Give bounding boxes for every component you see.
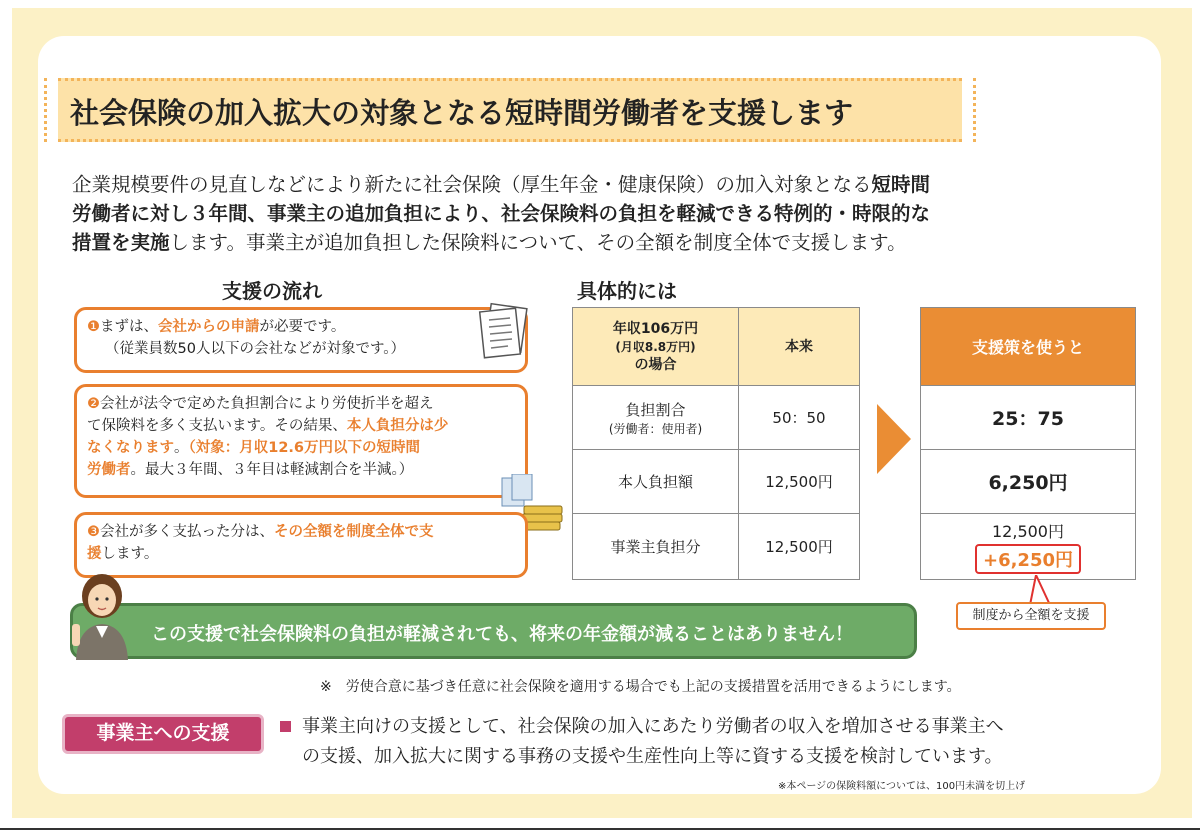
table-row: [573, 450, 860, 514]
step-number: ❸: [87, 524, 100, 540]
step-number: ❷: [87, 396, 100, 412]
flow-step-1: [74, 307, 528, 373]
detail-header-cell: [573, 308, 739, 386]
step-text: て保険料を多く支払います。その結果、: [87, 418, 347, 434]
after-employer-add: +6,250円: [975, 544, 1081, 574]
step-text: が必要です。: [259, 319, 346, 335]
detail-table-header-row: [573, 308, 860, 386]
callout-pointer: [1020, 575, 1060, 605]
step-highlight: その全額を制度全体で支: [274, 524, 434, 540]
after-table: [920, 307, 1136, 580]
after-ratio: 25：75: [921, 386, 1136, 450]
page-title: 社会保険の加入拡大の対象となる短時間労働者を支援します: [70, 96, 854, 130]
intro-emphasis: 短時間: [871, 173, 931, 196]
support-callout: 制度から全額を支援: [956, 602, 1106, 630]
step-text: 会社が多く支払った分は、: [100, 524, 274, 540]
arrow-right-icon: [877, 404, 913, 474]
footnote-text: ※ 労使合意に基づき任意に社会保険を適用する場合でも上記の支援措置を活用できるようにします。: [320, 679, 961, 695]
flow-step-3-line2: [87, 543, 515, 565]
table-row: [921, 450, 1136, 514]
step-text: 。: [174, 440, 189, 456]
step-highlight: （対象：月収12.6万円以下の短時間: [188, 440, 421, 456]
row-value: 50：50: [739, 386, 860, 450]
flow-step-3-line1: [87, 521, 515, 543]
bottom-rule: [0, 828, 1200, 830]
row-label: [573, 386, 739, 450]
header-line: 年収106万円: [612, 320, 699, 337]
step-highlight: なくなります: [87, 440, 174, 456]
intro-line-1: [72, 172, 930, 198]
after-employer-cell: [921, 514, 1136, 580]
after-header-row: [921, 308, 1136, 386]
premium-footnote: ※本ページの保険料額については、100円未満を切上げ: [778, 781, 1026, 792]
step-highlight: 本人負担分は少: [346, 418, 449, 434]
step-text: 会社が法令で定めた負担割合により労使折半を超え: [100, 396, 434, 412]
row-label-text: 負担割合: [625, 400, 686, 419]
table-row: [573, 386, 860, 450]
title-band: [58, 78, 962, 142]
table-row: [921, 386, 1136, 450]
detail-header-col: 本来: [739, 308, 860, 386]
flow-step-2-line4: [87, 459, 515, 481]
info-banner: [70, 603, 917, 659]
row-label-sub: (労働者：使用者): [608, 421, 703, 436]
flow-heading: 支援の流れ: [222, 279, 322, 303]
person-pointing-icon: [68, 568, 136, 660]
row-value: 12,500円: [739, 450, 860, 514]
step-text: します。: [101, 546, 159, 562]
flow-step-2-line1: [87, 393, 515, 415]
flow-step-2-line2: [87, 415, 515, 437]
flow-step-1-line2: （従業員数50人以下の会社などが対象です。）: [105, 341, 406, 357]
after-header: 支援策を使うと: [921, 308, 1136, 386]
table-row: [573, 514, 860, 580]
employer-text-line-2: の支援、加入拡大に関する事務の支援や生産性向上等に資する支援を検討しています。: [302, 746, 1003, 767]
step-text: 。最大３年間、３年目は軽減割合を半減。）: [130, 462, 414, 478]
row-value: 12,500円: [739, 514, 860, 580]
step-highlight: 援: [87, 546, 102, 562]
intro-text: 企業規模要件の見直しなどにより新たに社会保険（厚生年金・健康保険）の加入対象となる: [72, 173, 872, 196]
intro-emphasis: 措置を実施: [72, 231, 170, 254]
step-highlight: 会社からの申請: [158, 319, 260, 335]
row-label: 本人負担額: [573, 450, 739, 514]
step-number: ❶: [87, 319, 100, 335]
table-row: [921, 514, 1136, 580]
row-label: 事業主負担分: [573, 514, 739, 580]
flow-step-1-line1: [87, 316, 515, 338]
intro-line-3: [72, 230, 907, 256]
detail-heading: 具体的には: [577, 279, 677, 303]
header-line: (月収8.8万円): [615, 339, 696, 354]
intro-line-2: 労働者に対し３年間、事業主の追加負担により、社会保険料の負担を軽減できる特例的・時限的な: [72, 202, 931, 225]
after-personal: 6,250円: [921, 450, 1136, 514]
employer-support-badge: 事業主への支援: [62, 714, 264, 754]
detail-table: [572, 307, 860, 580]
after-employer-base: 12,500円: [992, 522, 1064, 541]
step-text: まずは、: [100, 319, 158, 335]
documents-icon: [472, 300, 536, 364]
bullet-square-icon: [280, 721, 291, 732]
intro-text: します。事業主が追加負担した保険料について、その全額を制度全体で支援します。: [169, 231, 907, 254]
flow-step-2: [74, 384, 528, 498]
step-highlight: 労働者: [87, 462, 131, 478]
flow-step-3: [74, 512, 528, 578]
header-line: の場合: [634, 356, 677, 373]
banner-text: この支援で社会保険料の負担が軽減されても、将来の年金額が減ることはありません！: [151, 624, 853, 645]
flow-step-2-line3: [87, 437, 515, 459]
employer-text-line-1: 事業主向けの支援として、社会保険の加入にあたり労働者の収入を増加させる事業主へ: [302, 716, 1004, 737]
